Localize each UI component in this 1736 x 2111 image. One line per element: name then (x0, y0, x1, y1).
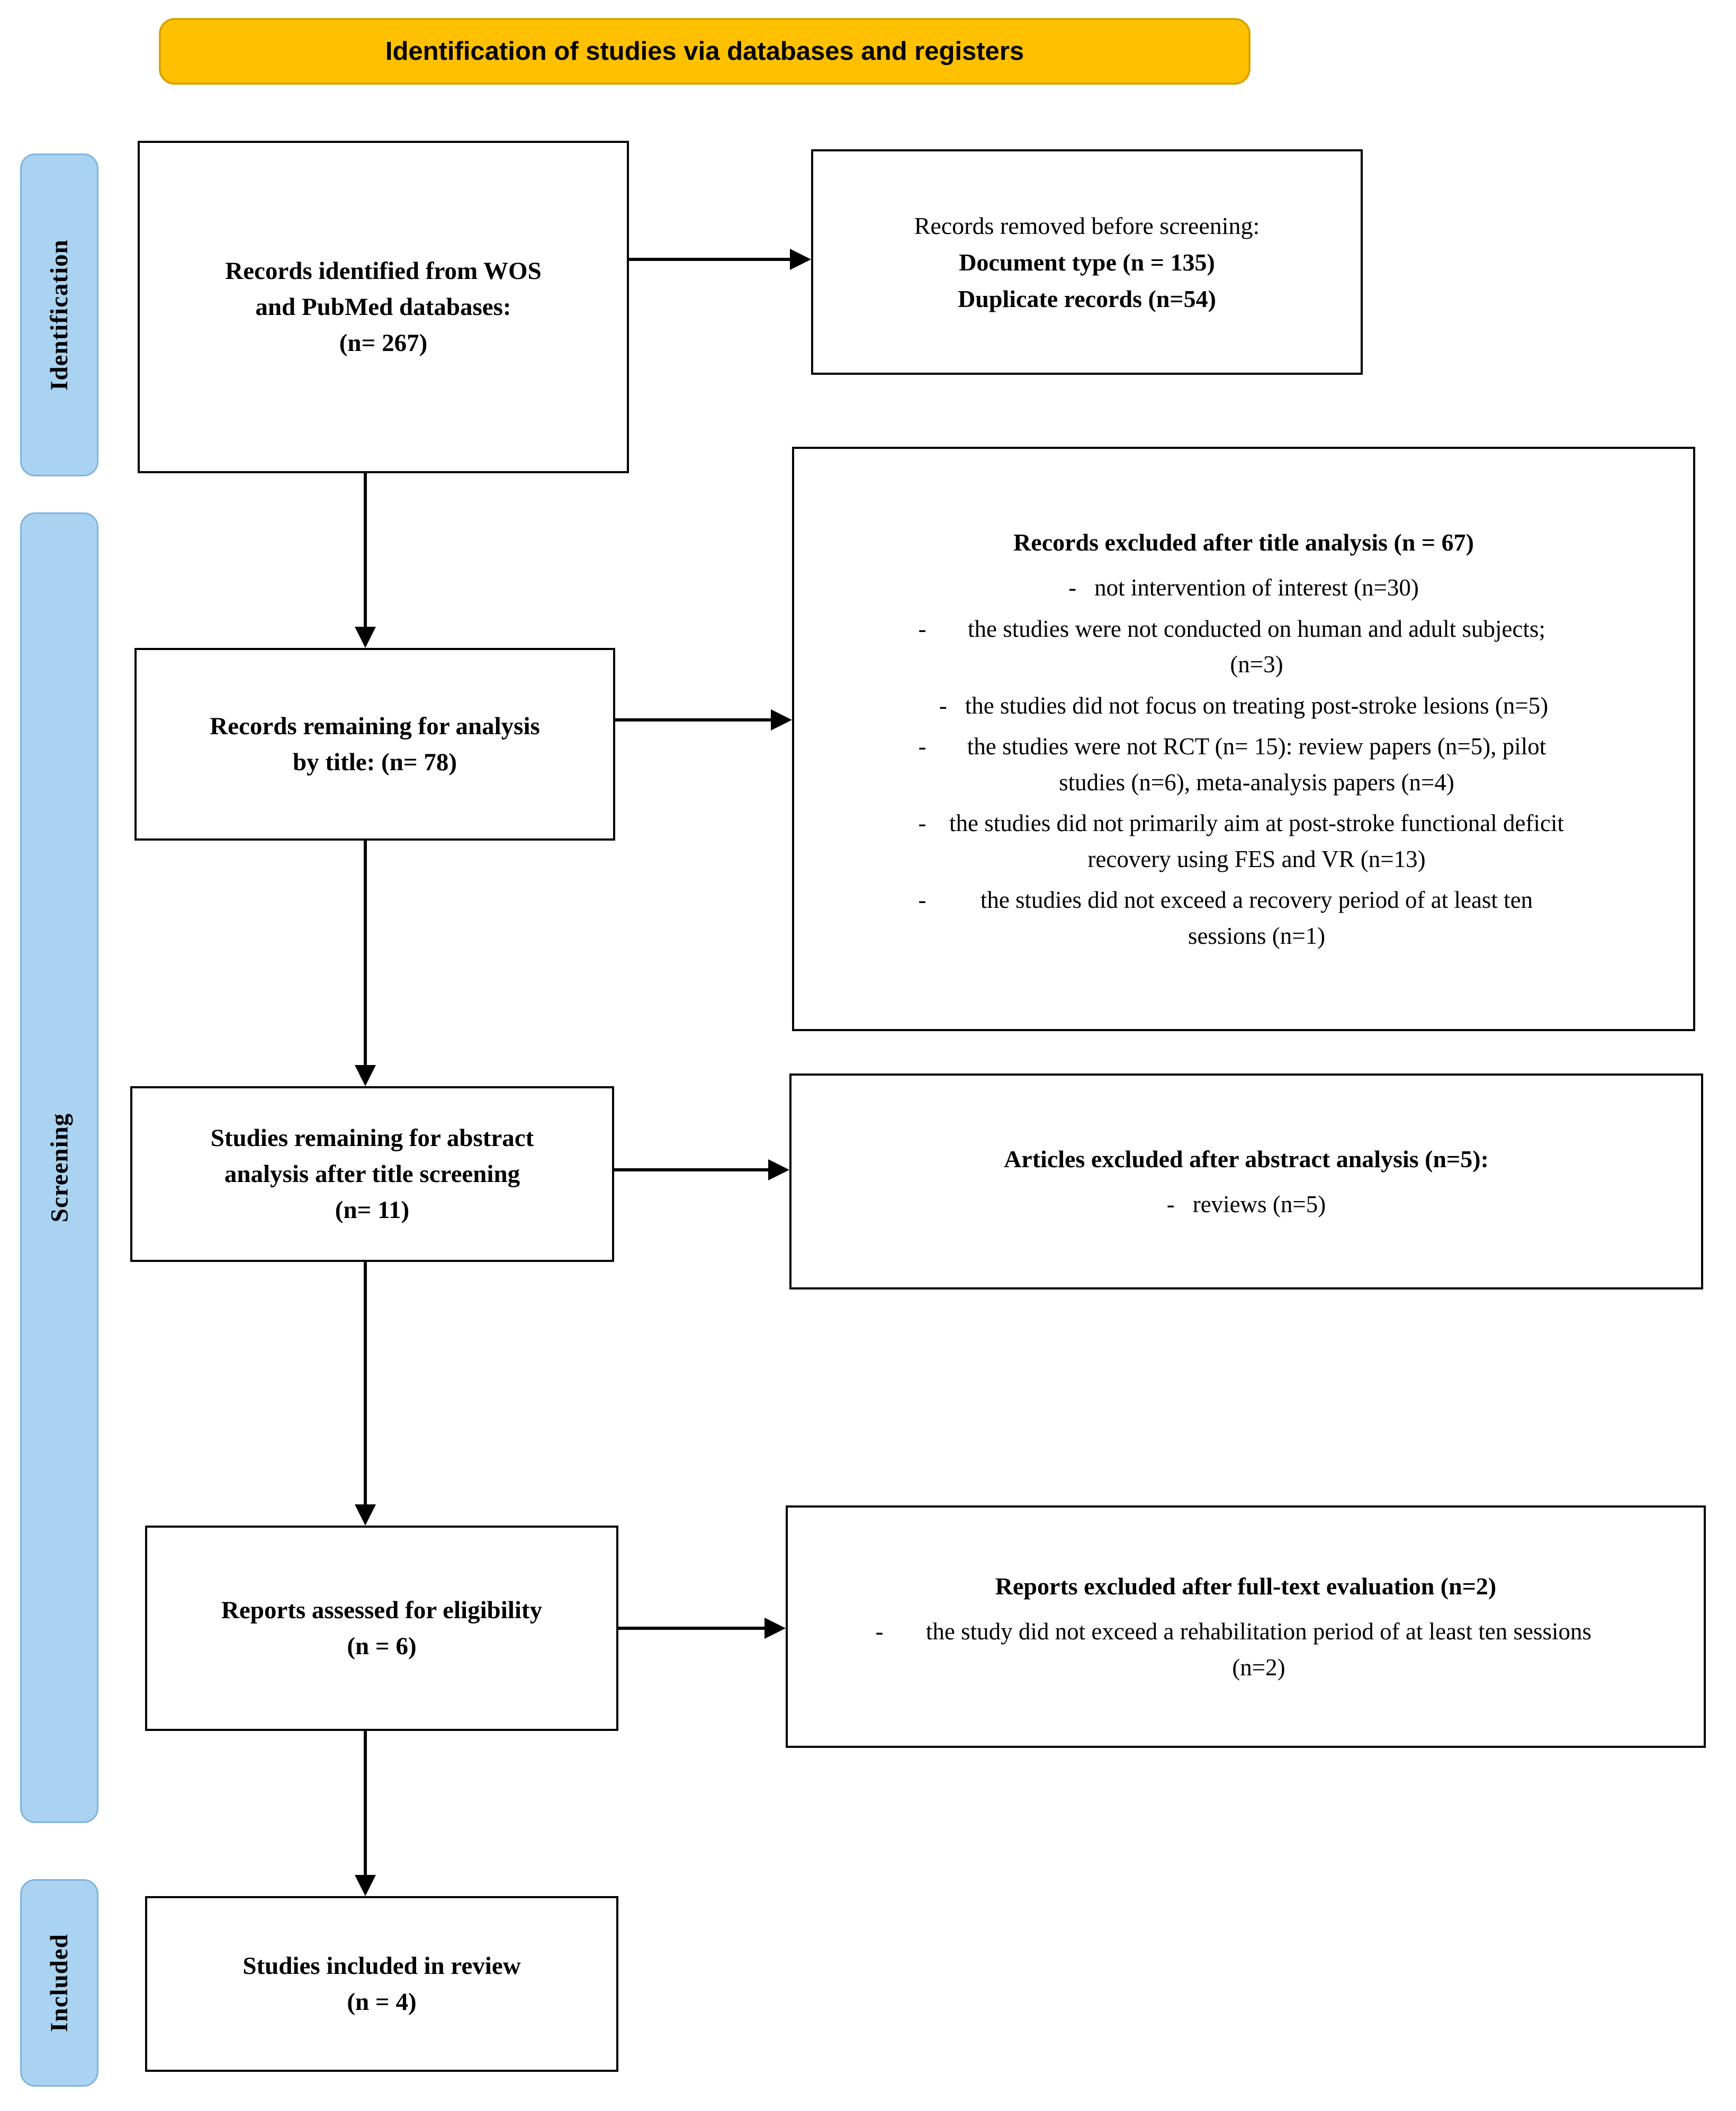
arrow-abstract-to-excluded-abstract-head (768, 1159, 789, 1180)
exclusion-item-text: the studies were not conducted on human and adult subjects; (n=3) (968, 615, 1545, 678)
exclusion-item (824, 688, 1663, 724)
box-line: and PubMed databases: (255, 293, 511, 321)
arrow-identified-to-title-shaft (364, 473, 367, 628)
arrow-eligibility-to-included-shaft (364, 1731, 367, 1876)
exclusion-title: Reports excluded after full-text evaluation (n=2) (995, 1573, 1497, 1600)
arrow-abstract-to-eligibility-shaft (364, 1262, 367, 1505)
arrow-eligibility-to-included-head (355, 1875, 376, 1896)
exclusion-item (824, 882, 1663, 954)
box-excluded-after-fulltext-evaluation (786, 1505, 1706, 1748)
arrow-eligibility-to-excluded-fulltext-head (764, 1618, 786, 1639)
box-line: analysis after title screening (224, 1160, 520, 1188)
bullet-dash: - (875, 1618, 884, 1645)
exclusion-item-text: not intervention of interest (n=30) (1094, 574, 1419, 601)
stage-label-identification (20, 154, 98, 476)
box-line: (n = 6) (347, 1632, 417, 1660)
box-records-identified (138, 141, 629, 473)
exclusion-item-text: reviews (n=5) (1192, 1190, 1326, 1217)
box-line: Studies remaining for abstract (210, 1124, 534, 1152)
banner-label: Identification of studies via databases and registers (385, 37, 1024, 66)
exclusion-item (824, 806, 1663, 877)
arrow-eligibility-to-excluded-fulltext-shaft (618, 1627, 766, 1630)
exclusion-item (824, 729, 1663, 800)
box-studies-included (145, 1896, 618, 2072)
bullet-dash: - (918, 810, 927, 836)
bullet-dash: - (918, 615, 927, 642)
arrow-identified-to-removed-shaft (629, 258, 791, 261)
exclusion-item-text: the studies did not primarily aim at post-stroke functional deficit recovery using FES and VR (n=13) (949, 810, 1564, 872)
stage-label-included-text: Included (46, 1934, 74, 2032)
bullet-dash: - (918, 733, 927, 760)
box-line: Reports assessed for eligibility (221, 1596, 543, 1624)
bullet-dash: - (1166, 1190, 1175, 1217)
arrow-abstract-to-eligibility-head (355, 1504, 376, 1526)
exclusion-item-text: the study did not exceed a rehabilitation period of at least ten sessions (n=2) (925, 1618, 1592, 1681)
box-line: (n = 4) (347, 1988, 417, 2016)
exclusion-item (814, 1614, 1677, 1685)
exclusion-item (824, 611, 1663, 683)
exclusion-item-text: the studies were not RCT (n= 15): review papers (n=5), pilot studies (n=6), meta-analysis papers (n=4) (967, 733, 1546, 796)
exclusion-item (824, 570, 1663, 606)
exclusion-title: Articles excluded after abstract analysis (n=5): (1004, 1145, 1489, 1172)
stage-label-identification-text: Identification (46, 239, 73, 391)
arrow-identified-to-removed-head (790, 249, 811, 270)
arrow-title-to-abstract-shaft (364, 841, 367, 1066)
box-line: (n= 267) (339, 329, 428, 357)
box-studies-remaining-abstract (130, 1086, 614, 1262)
stage-label-included (20, 1879, 98, 2087)
exclusion-line: Records removed before screening: (914, 212, 1260, 239)
box-line: Records remaining for analysis (210, 712, 540, 740)
box-records-remaining-title (134, 648, 615, 841)
arrow-abstract-to-excluded-abstract-shaft (614, 1168, 769, 1171)
arrow-title-to-excluded-title-head (771, 709, 792, 730)
exclusion-line: Document type (n = 135) (959, 248, 1215, 276)
exclusion-item-text: the studies did not focus on treating post-stroke lesions (n=5) (965, 692, 1549, 719)
box-line: by title: (n= 78) (292, 748, 457, 776)
box-reports-assessed (145, 1526, 618, 1731)
box-excluded-after-abstract-analysis (789, 1073, 1703, 1289)
exclusion-line: Duplicate records (n=54) (958, 285, 1216, 312)
banner (159, 18, 1251, 85)
box-line: Studies included in review (242, 1952, 521, 1980)
box-line: (n= 11) (335, 1196, 410, 1224)
bullet-dash: - (939, 692, 947, 719)
arrow-identified-to-title-head (355, 627, 376, 648)
exclusion-title: Records excluded after title analysis (n = 67) (1013, 529, 1474, 556)
bullet-dash: - (918, 887, 927, 913)
box-line: Records identified from WOS (225, 257, 542, 285)
arrow-title-to-excluded-title-shaft (615, 718, 772, 721)
bullet-dash: - (1068, 574, 1077, 601)
box-records-removed-before-screening (811, 149, 1363, 375)
stage-label-screening-text: Screening (46, 1113, 74, 1223)
arrow-title-to-abstract-head (355, 1065, 376, 1086)
box-excluded-after-title-analysis (792, 447, 1695, 1031)
stage-label-screening (20, 512, 98, 1823)
exclusion-item (818, 1187, 1675, 1223)
exclusion-item-text: the studies did not exceed a recovery period of at least ten sessions (n=1) (980, 887, 1533, 949)
